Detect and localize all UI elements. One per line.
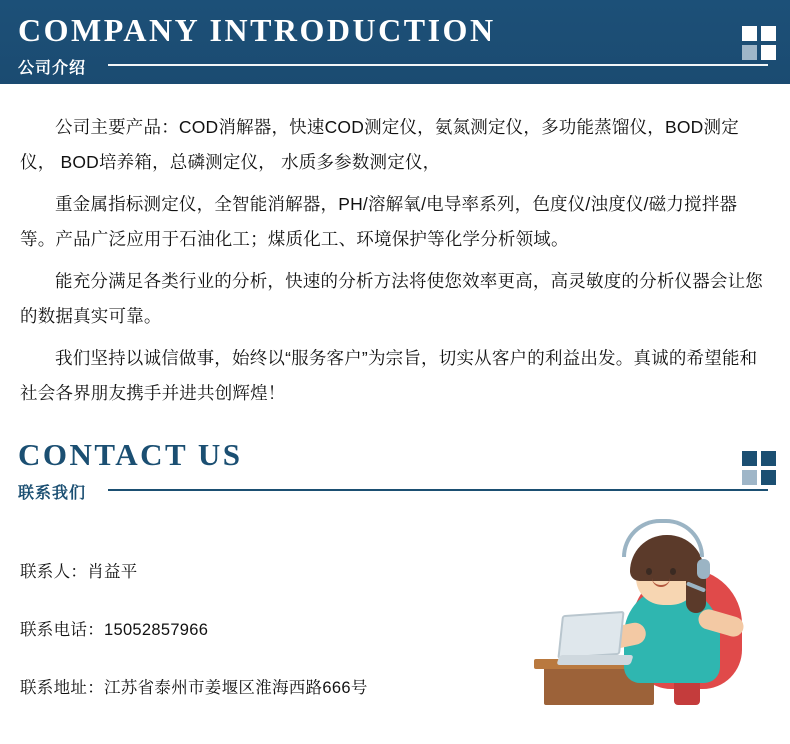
company-introduction-header bbox=[0, 0, 790, 84]
square-dots-icon bbox=[742, 451, 776, 485]
contact-title-cn: 联系我们 bbox=[18, 485, 87, 502]
header-divider bbox=[108, 64, 768, 66]
page-title-cn: 公司介绍 bbox=[18, 60, 87, 77]
laptop-screen-shape bbox=[557, 611, 624, 659]
intro-paragraph: 能充分满足各类行业的分析，快速的分析方法将使您效率更高，高灵敏度的分析仪器会让您的数据真实可靠。 bbox=[20, 271, 763, 326]
introduction-text-block bbox=[0, 84, 790, 411]
contact-phone: 联系电话：15052857966 bbox=[20, 621, 209, 639]
contact-us-header bbox=[0, 433, 790, 505]
page-title-en: COMPANY INTRODUCTION bbox=[18, 12, 496, 48]
contact-address: 联系地址：江苏省泰州市姜堰区淮海西路666号 bbox=[20, 679, 368, 697]
customer-service-operator-illustration bbox=[530, 505, 750, 705]
contact-person: 联系人：肖益平 bbox=[20, 563, 138, 581]
headset-earcup-shape bbox=[697, 559, 710, 579]
intro-paragraph: 公司主要产品：COD消解器，快速COD测定仪，氨氮测定仪，多功能蒸馏仪，BOD测定仪， BOD培养箱，总磷测定仪， 水质多参数测定仪， bbox=[20, 117, 739, 172]
contact-details-block bbox=[0, 505, 790, 705]
square-dots-icon bbox=[742, 26, 776, 60]
operator-left-eye-shape bbox=[646, 568, 652, 575]
headset-icon bbox=[622, 519, 704, 557]
contact-header-divider bbox=[108, 489, 768, 491]
laptop-keyboard-shape bbox=[556, 655, 633, 665]
intro-paragraph: 我们坚持以诚信做事，始终以“服务客户”为宗旨，切实从客户的利益出发。真诚的希望能和社会各界朋友携手并进共创辉煌！ bbox=[20, 348, 758, 403]
contact-info-list bbox=[20, 557, 540, 731]
operator-right-eye-shape bbox=[670, 568, 676, 575]
intro-paragraph: 重金属指标测定仪，全智能消解器，PH/溶解氧/电导率系列，色度仪/浊度仪/磁力搅拌器等。产品广泛应用于石油化工；煤质化工、环境保护等化学分析领域。 bbox=[20, 194, 738, 249]
contact-title-en: CONTACT US bbox=[18, 437, 243, 472]
